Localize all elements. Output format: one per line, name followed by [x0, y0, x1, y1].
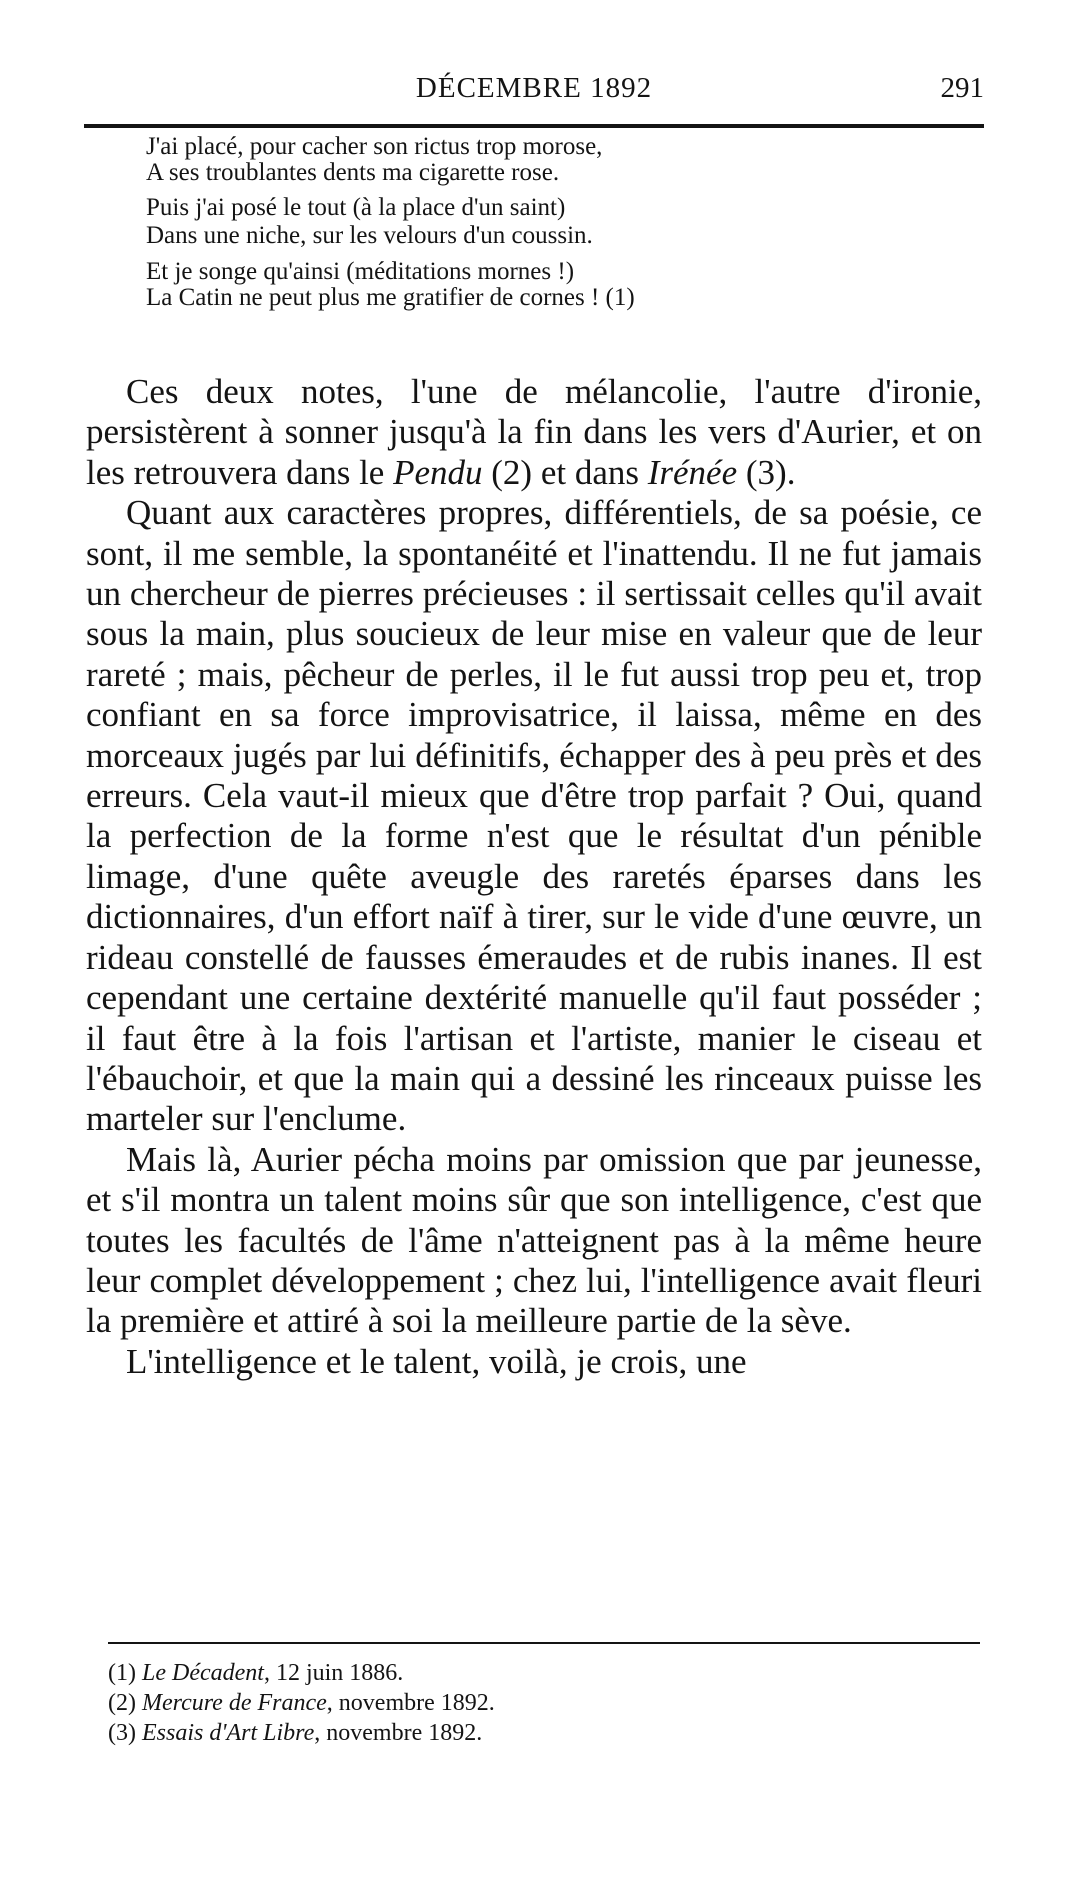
verse-line: Puis j'ai posé le tout (à la place d'un saint) [146, 194, 566, 221]
work-title-pendu: Pendu [393, 452, 483, 492]
paragraph [86, 372, 982, 493]
page-number: 291 [940, 72, 984, 104]
verse-line: Et je songe qu'ainsi (méditations mornes !) [146, 258, 575, 285]
verse-line: Dans une niche, sur les velours d'un coussin. [146, 222, 593, 249]
footnote-rule [108, 1642, 980, 1644]
footnote-title: Mercure de France [141, 1690, 327, 1716]
running-title: DÉCEMBRE 1892 [415, 72, 653, 104]
footnotes [108, 1658, 495, 1748]
page-header [84, 72, 984, 112]
footnote [108, 1688, 495, 1718]
footnote [108, 1658, 495, 1688]
footnote-text: , novembre 1892. [326, 1690, 495, 1716]
footnote-title: Le Décadent [141, 1660, 264, 1686]
paragraph: Quant aux caractères propres, différentiels, de sa poésie, ce sont, il me semble, la spontanéité et l'inattendu. Il ne fut jamais un chercheur de pierres précieuses : il sertissait celles qu'il avait sous la main, plus soucieux de leur mise en valeur que de leur rareté ; mais, pêcheur de perles, il le fut aussi trop peu et, trop confiant en sa force improvisatrice, il laissa, même en des morceaux jugés par lui définitifs, échapper des à peu près et des erreurs. Cela vaut-il mieux que d'être trop parfait ? Oui, quand la perfection de la forme n'est que le résultat d'un pénible limage, d'une quête aveugle des raretés éparses dans les dictionnaires, d'un effort naïf à tirer, sur le vide d'une œuvre, un rideau constellé de fausses émeraudes et de rubis inanes. Il est cependant une certaine dextérité manuelle qu'il faut posséder ; il faut être à la fois l'artisan et l'artiste, manier le ciseau et l'ébauchoir, et que la main qui a dessiné les rinceaux puisse les marteler sur l'enclume. [86, 493, 982, 1139]
verse-line: A ses troublantes dents ma cigarette rose. [146, 159, 560, 186]
paragraph: L'intelligence et le talent, voilà, je crois, une [126, 1341, 747, 1381]
paragraph: Mais là, Aurier pécha moins par omission que par jeunesse, et s'il montra un talent moins sûr que son intelligence, c'est que toutes les facultés de l'âme n'atteignent pas à la même heure leur complet développement ; chez lui, l'intelligence avait fleuri la première et attiré à soi la meilleure partie de la sève. [86, 1139, 982, 1341]
footnote-number: (1) [108, 1660, 136, 1686]
header-rule [84, 124, 984, 128]
paragraph-text: (3). [737, 452, 796, 492]
paragraph-text: (2) et dans [482, 452, 648, 492]
footnote-title: Essais d'Art Libre [141, 1720, 315, 1746]
footnote [108, 1718, 495, 1748]
verse-line: La Catin ne peut plus me gratifier de cornes ! (1) [146, 284, 635, 311]
footnote-number: (3) [108, 1720, 136, 1746]
paragraph-text: Ces deux notes, l'une de mélancolie, l'autre d'ironie, persistèrent à sonner jusqu'à la fin dans les vers d'Aurier, et on les retrouvera dans le [86, 372, 982, 492]
footnote-text: , novembre 1892. [314, 1720, 483, 1746]
footnote-number: (2) [108, 1690, 136, 1716]
verse-line: J'ai placé, pour cacher son rictus trop morose, [146, 133, 603, 160]
body-text [86, 372, 982, 1382]
footnote-text: , 12 juin 1886. [263, 1660, 404, 1686]
work-title-irenee: Irénée [647, 452, 738, 492]
